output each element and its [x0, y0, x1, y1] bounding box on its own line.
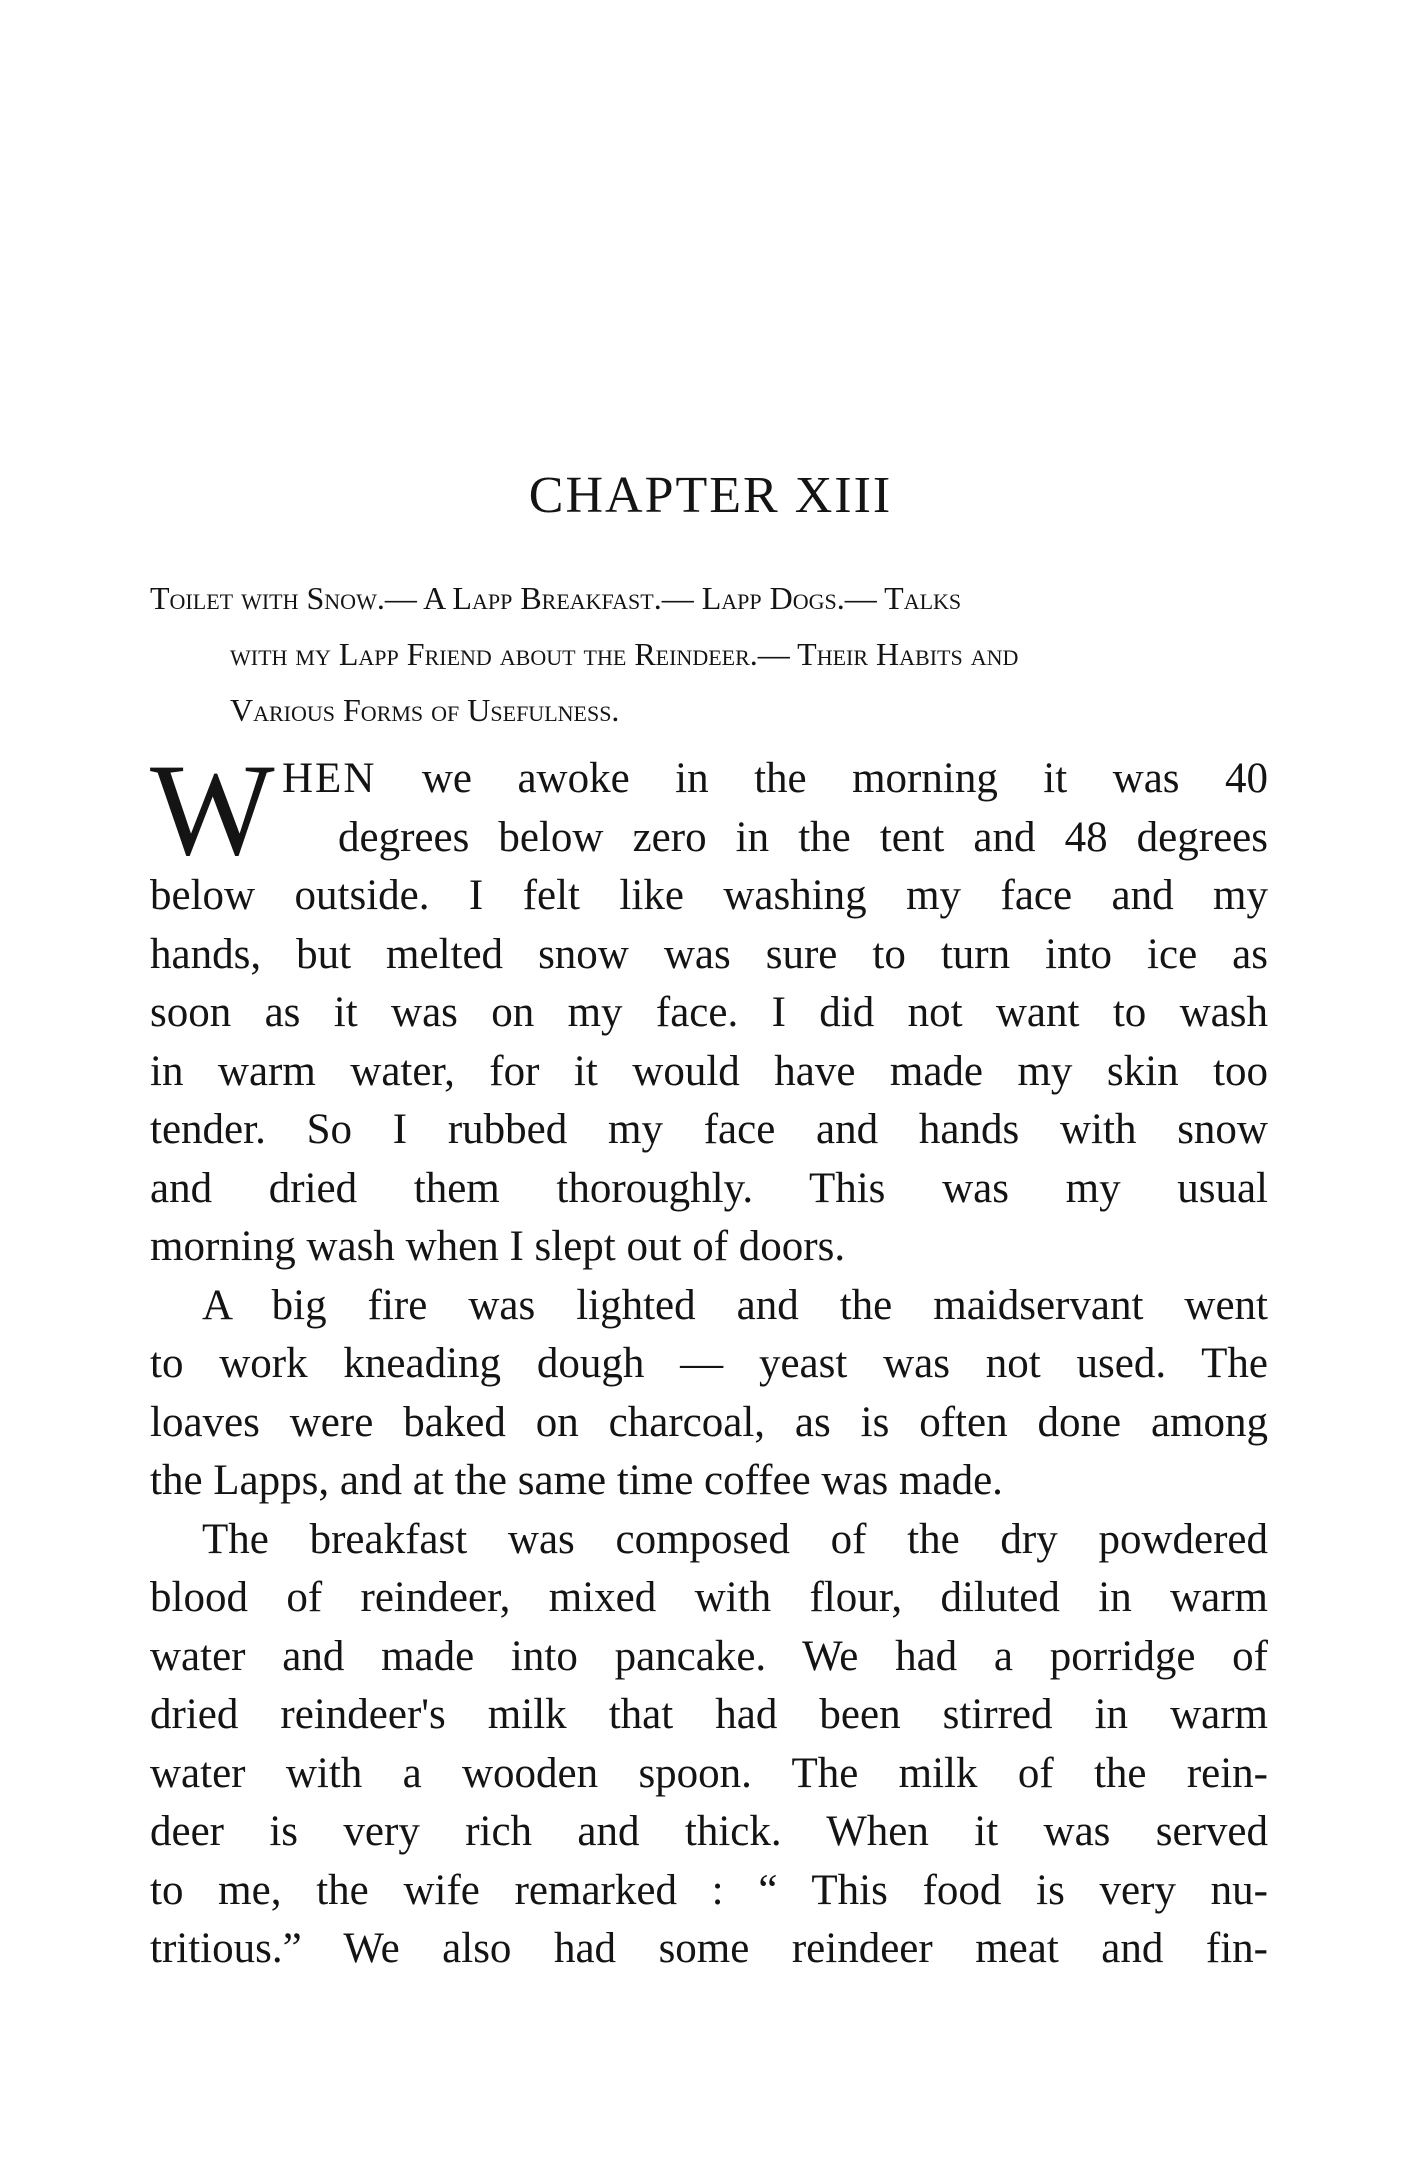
paragraph-3 [150, 1511, 1268, 1979]
synopsis-line: Toilet with Snow.— A Lapp Breakfast.— Lapp Dogs.— Talks [150, 580, 962, 616]
synopsis-line: with my Lapp Friend about the Reindeer.— Their Habits and [230, 636, 1019, 672]
text-line: blood of reindeer, mixed with flour, diluted in warm [150, 1574, 1268, 1621]
text-line: tritious.” We also had some reindeer meat and fin- [150, 1925, 1268, 1972]
text-line: The breakfast was composed of the dry powdered [202, 1515, 1268, 1563]
text-line: dried reindeer's milk that had been stirred in warm [150, 1691, 1268, 1738]
paragraph-2 [150, 1277, 1268, 1511]
text-line: morning wash when I slept out of doors. [150, 1223, 846, 1270]
text-line: to work kneading dough — yeast was not used. The [150, 1340, 1268, 1387]
text-line: tender. So I rubbed my face and hands with snow [150, 1106, 1268, 1153]
text-line: and dried them thoroughly. This was my usual [150, 1164, 1268, 1212]
chapter-body [150, 736, 1269, 1979]
first-word: HEN [282, 755, 377, 802]
text-line: deer is very rich and thick. When it was served [150, 1808, 1268, 1855]
synopsis-line: Various Forms of Usefulness. [230, 692, 620, 728]
text-line: below outside. I felt like washing my face and my [150, 872, 1268, 919]
text-line: hands, but melted snow was sure to turn into ice as [150, 930, 1268, 978]
text-line: the Lapps, and at the same time coffee was made. [150, 1457, 1003, 1504]
chapter-title: CHAPTER XIII [528, 467, 893, 524]
text-line: degrees below zero in the tent and 48 degrees [338, 813, 1268, 861]
paragraph-1 [150, 736, 1269, 1277]
chapter-synopsis [150, 570, 1268, 738]
text-span: we awoke in the morning it was 40 [421, 755, 1269, 802]
text-line: loaves were baked on charcoal, as is often done among [150, 1398, 1268, 1446]
text-line: A big fire was lighted and the maidservant went [202, 1281, 1268, 1329]
text-line: water with a wooden spoon. The milk of the rein- [150, 1749, 1268, 1797]
text-line [150, 750, 1268, 809]
text-line: soon as it was on my face. I did not want to wash [150, 989, 1268, 1036]
text-line: water and made into pancake. We had a porridge of [150, 1632, 1268, 1680]
text-line: in warm water, for it would have made my skin too [150, 1047, 1268, 1095]
drop-cap: W [150, 736, 275, 883]
text-line: to me, the wife remarked : “ This food is very nu- [150, 1866, 1268, 1914]
